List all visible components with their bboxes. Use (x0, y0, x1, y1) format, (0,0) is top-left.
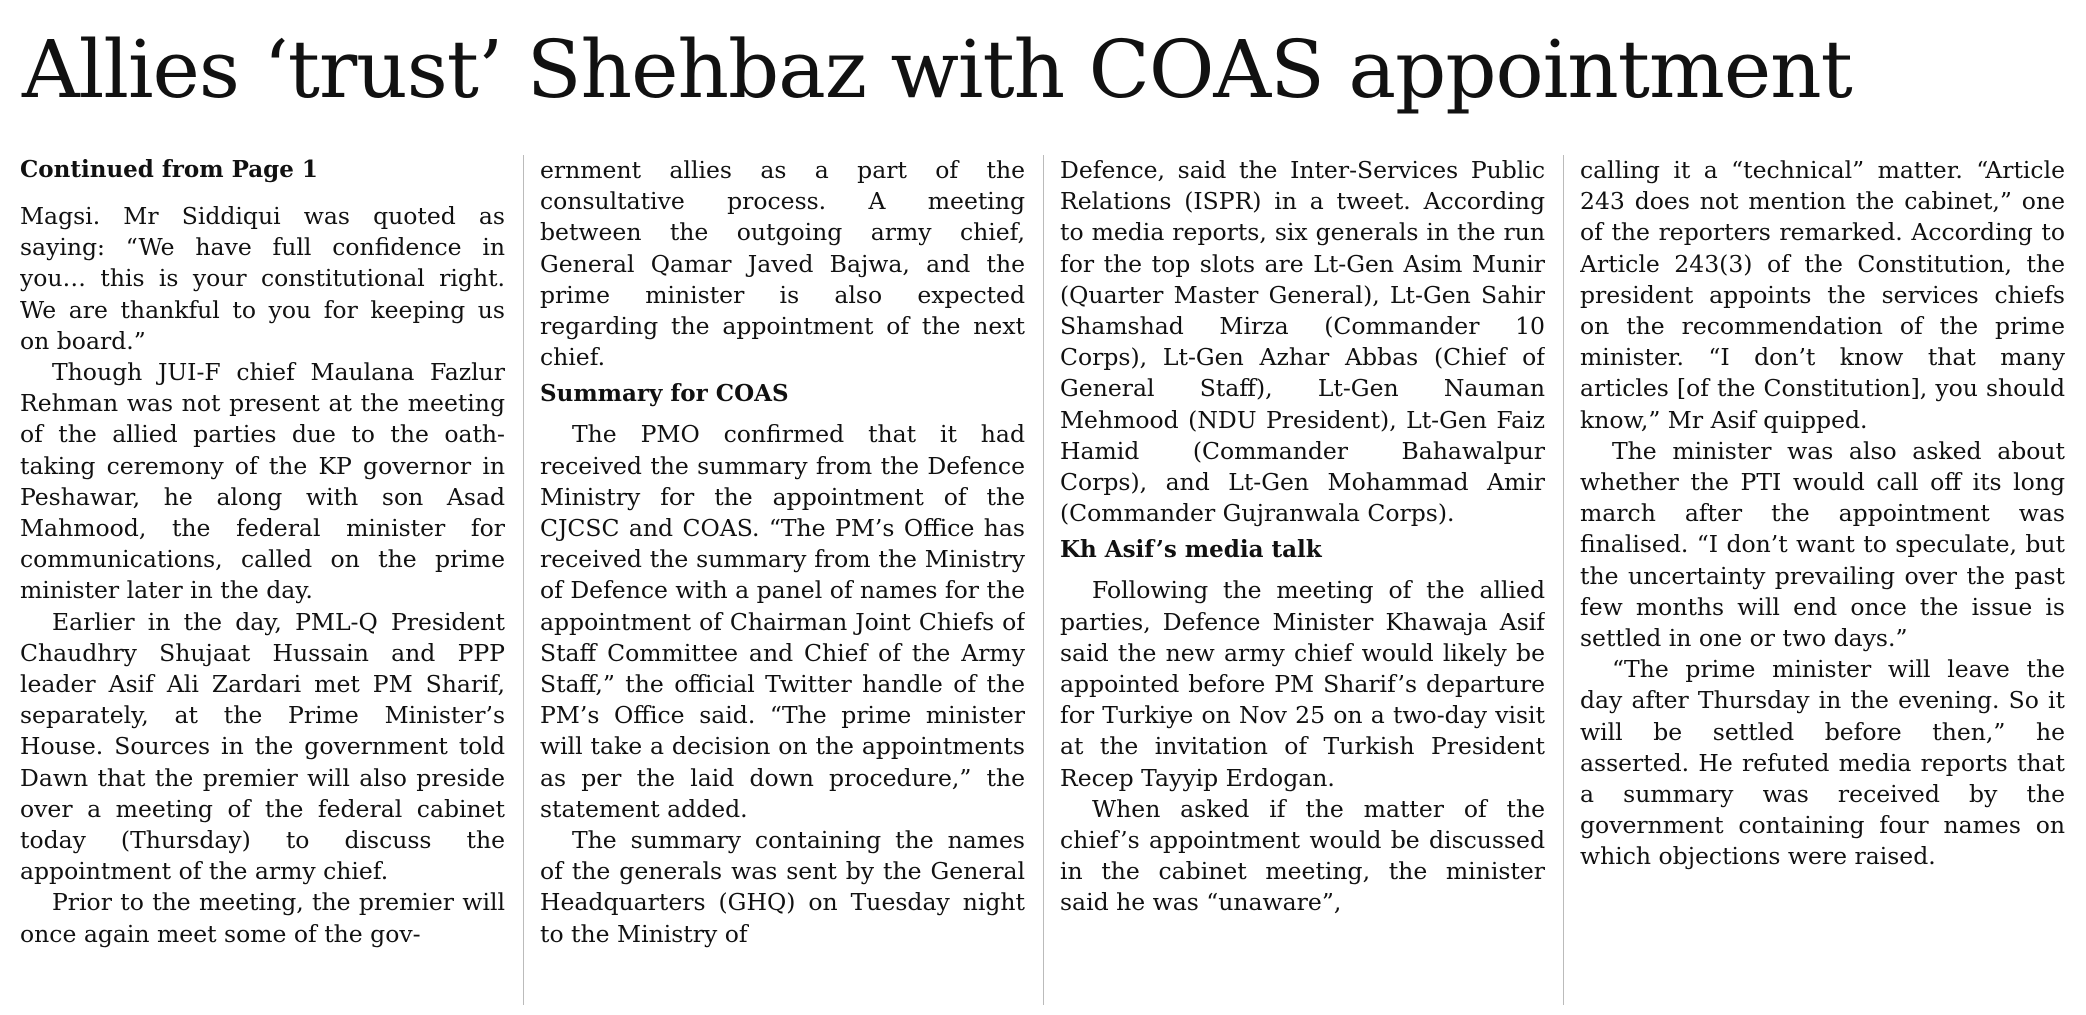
paragraph: Defence, said the Inter-Services Public Relations (ISPR) in a tweet. According to media reports, six generals in the run for the top slots are Lt-Gen Asim Munir (Quarter Master General), Lt-Gen Sahir Shamshad Mirza (Commander 10 Corps), Lt-Gen Azhar Abbas (Chief of General Staff), Lt-Gen Nauman Mehmood (NDU President), Lt-Gen Faiz Hamid (Commander Bahawalpur Corps), and Lt-Gen Mohammad Amir (Commander Gujranwala Corps). (1060, 156, 1545, 528)
headline: Allies ‘trust’ Shehbaz with COAS appointment (22, 23, 1852, 116)
column-rule (1563, 155, 1564, 1005)
paragraph: calling it a “technical” matter. “Article 243 does not mention the cabinet,” one of the reporters remarked. According to Article 243(3) of the Constitution, the president appoints the services chiefs on the recommendation of the prime minister. “I don’t know that many articles [of the Constitution], you should know,” Mr Asif quipped. (1580, 156, 2065, 434)
paragraph: ernment allies as a part of the consultative process. A meeting between the outgoing army chief, General Qamar Javed Bajwa, and the prime minister is also expected regarding the appointment of the next chief. (540, 156, 1025, 372)
column-4 (1580, 155, 2065, 1005)
paragraph: “The prime minister will leave the day after Thursday in the evening. So it will be settled before then,” he asserted. He refuted media reports that a summary was received by the government containing four names on which objections were raised. (1580, 655, 2065, 871)
paragraph: The PMO confirmed that it had received the summary from the Defence Ministry for the appointment of the CJCSC and COAS. “The PM’s Office has received the summary from the Ministry of Defence with a panel of names for the appointment of Chairman Joint Chiefs of Staff Committee and Chief of the Army Staff,” the official Twitter handle of the PM’s Office said. “The prime minister will take a decision on the appointments as per the laid down procedure,” the statement added. (540, 420, 1025, 823)
article-body (20, 155, 2066, 1005)
paragraph: Though JUI-F chief Maulana Fazlur Rehman was not present at the meeting of the allied parties due to the oath-taking ceremony of the KP governor in Peshawar, he along with son Asad Mahmood, the federal minister for communications, called on the prime minister later in the day. (20, 358, 505, 605)
paragraph: Prior to the meeting, the premier will once again meet some of the gov- (20, 888, 505, 948)
column-rule (1043, 155, 1044, 1005)
column-2 (540, 155, 1025, 1005)
column-1 (20, 155, 505, 1005)
paragraph: The minister was also asked about whether the PTI would call off its long march after the appointment was finalised. “I don’t want to speculate, but the uncertainty prevailing over the past few months will end once the issue is settled in one or two days.” (1580, 436, 2065, 653)
subheading-summary-for-coas: Summary for COAS (540, 380, 789, 408)
subheading-kh-asif-media-talk: Kh Asif’s media talk (1060, 536, 1322, 564)
column-rule (523, 155, 524, 1005)
paragraph: Earlier in the day, PML-Q President Chaudhry Shujaat Hussain and PPP leader Asif Ali Zardari met PM Sharif, separately, at the Prime Minister’s House. Sources in the government told Dawn that the premier will also preside over a meeting of the federal cabinet today (Thursday) to discuss the appointment of the army chief. (20, 607, 505, 886)
paragraph: Following the meeting of the allied parties, Defence Minister Khawaja Asif said the new army chief would likely be appointed before PM Sharif’s departure for Turkiye on Nov 25 on a two-day visit at the invitation of Turkish President Recep Tayyip Erdogan. (1060, 576, 1545, 792)
paragraph: Magsi. Mr Siddiqui was quoted as saying: “We have full confidence in you… this is your constitutional right. We are thankful to you for keeping us on board.” (20, 202, 505, 355)
subheading-continued: Continued from Page 1 (20, 156, 318, 183)
paragraph: When asked if the matter of the chief’s appointment would be discussed in the cabinet meeting, the minister said he was “unaware”, (1060, 794, 1545, 917)
paragraph: The summary containing the names of the generals was sent by the General Headquarters (GHQ) on Tuesday night to the Ministry of (540, 826, 1025, 948)
column-3 (1060, 155, 1545, 1005)
